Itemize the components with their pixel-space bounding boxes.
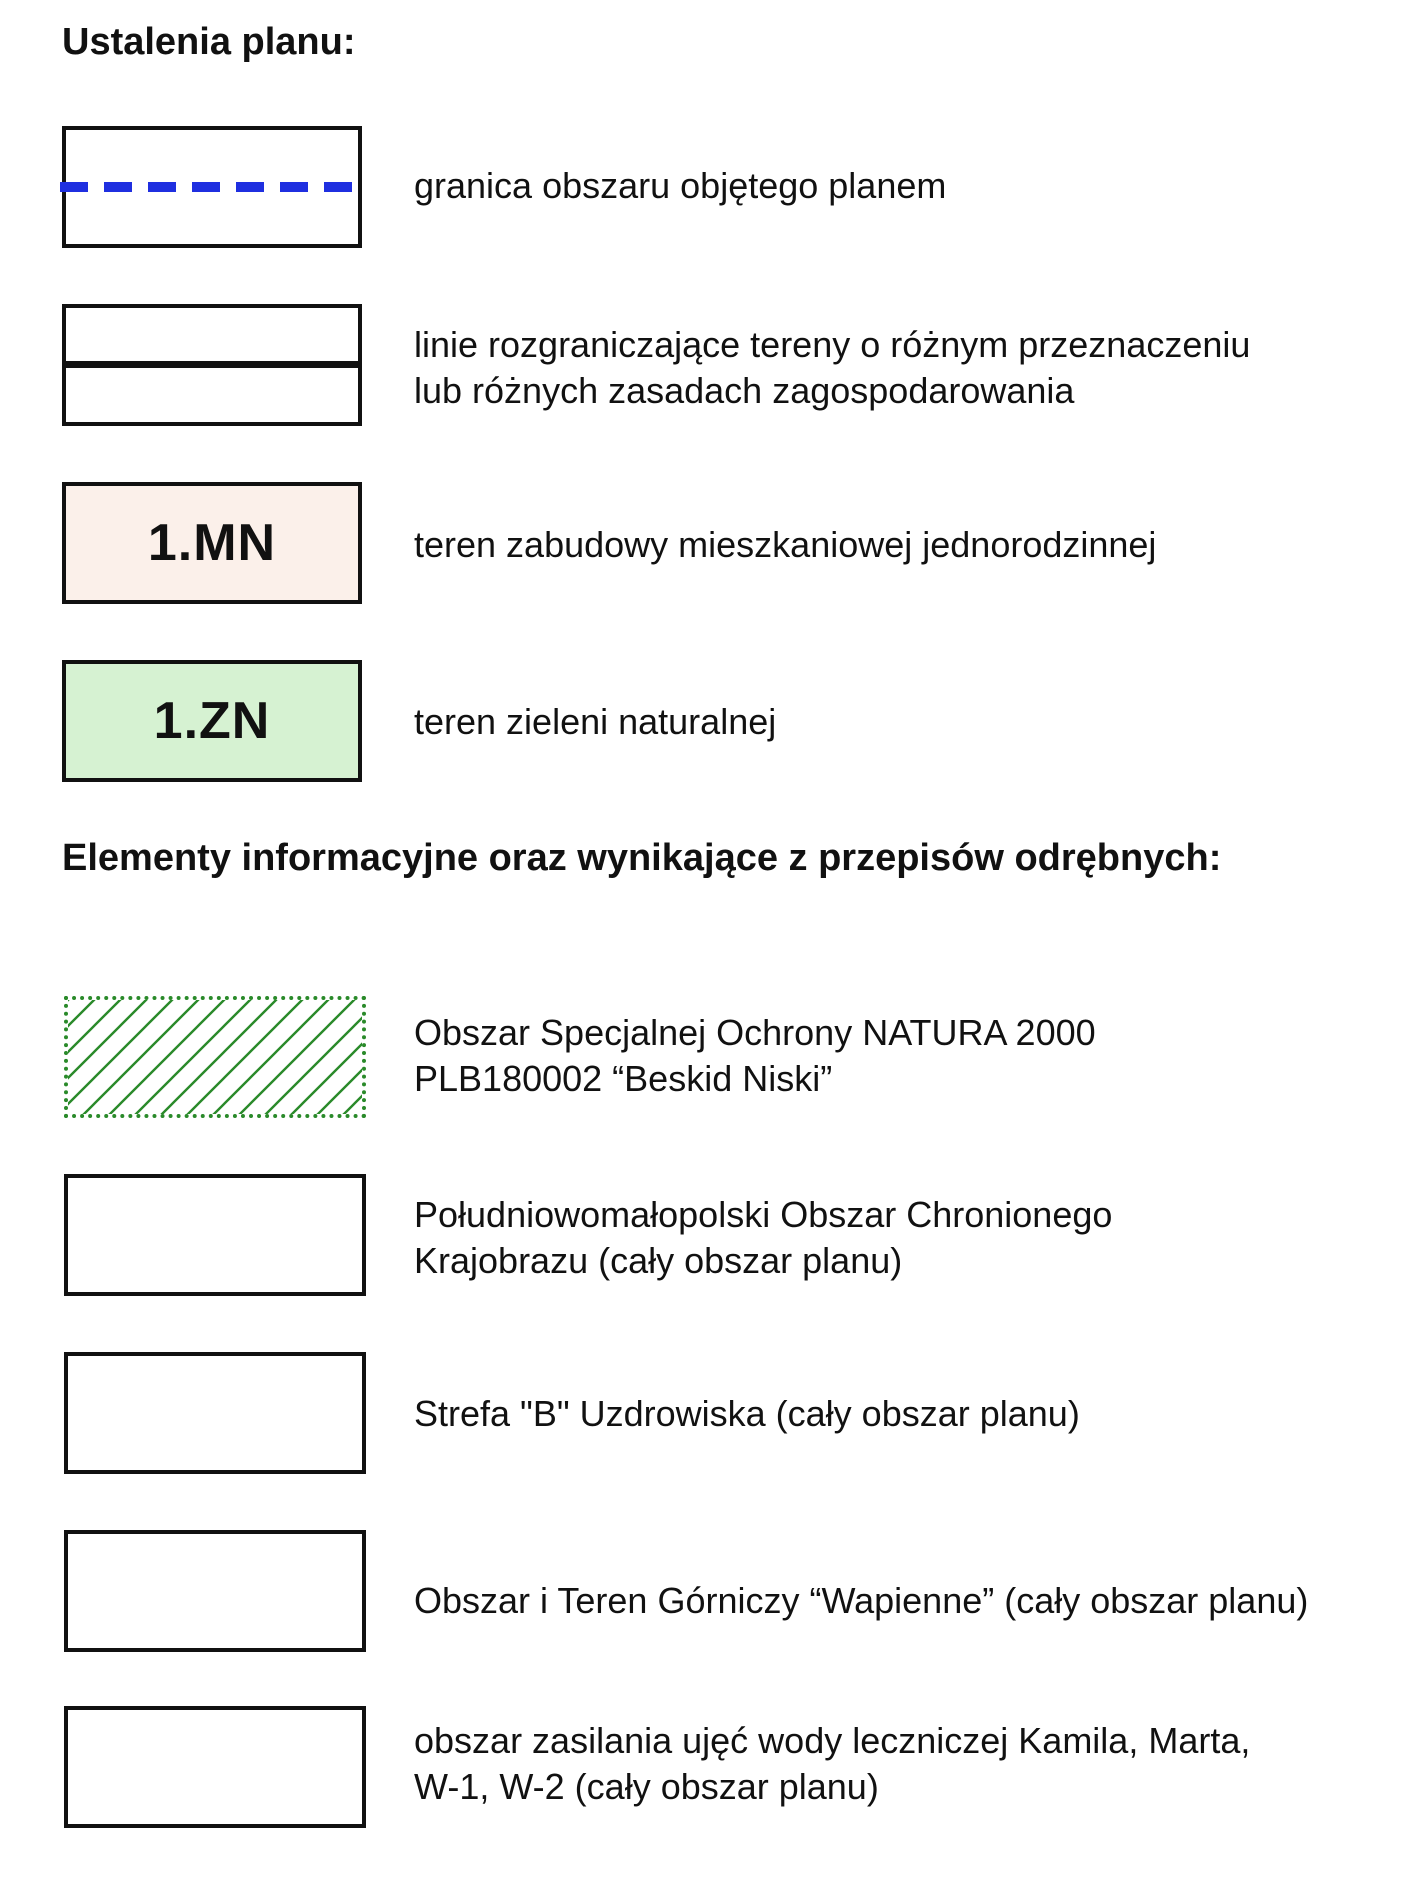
blue-dashed-line-icon [60,182,364,192]
section-heading-plan: Ustalenia planu: [62,21,356,63]
legend-description-spa-zone [414,1391,1080,1437]
description-line: teren zabudowy mieszkaniowej jednorodzinnej [414,524,1157,565]
legend-description-mining-area [414,1578,1308,1624]
description-line: teren zieleni naturalnej [414,701,777,742]
legend-symbol-natura [64,996,366,1118]
zone-code-label: 1.ZN [153,692,271,750]
legend-symbol-plan-boundary [62,126,362,248]
description-line: granica obszaru objętego planem [414,165,947,206]
legend-description-dividing-lines [414,322,1250,414]
description-line: Obszar i Teren Górniczy “Wapienne” (cały obszar planu) [414,1580,1309,1621]
legend-description-mn [414,522,1156,568]
green-hatch-icon [68,1000,362,1114]
description-line: W-1, W-2 (cały obszar planu) [414,1766,879,1807]
section-heading-informational: Elementy informacyjne oraz wynikające z przepisów odrębnych: [62,837,1222,879]
description-line: Południowomałopolski Obszar Chronionego [414,1194,1113,1235]
description-line: linie rozgraniczające tereny o różnym przeznaczeniu [414,324,1251,365]
description-line: Strefa "B" Uzdrowiska (cały obszar planu) [414,1393,1080,1434]
black-solid-line-icon [62,361,362,368]
description-line: Obszar Specjalnej Ochrony NATURA 2000 [414,1012,1096,1053]
legend-symbol-dividing-lines [62,304,362,426]
legend-symbol-landscape-area [64,1174,366,1296]
legend-description-water-intake [414,1718,1250,1810]
legend-description-landscape-area [414,1192,1112,1284]
description-line: PLB180002 “Beskid Niski” [414,1058,833,1099]
zone-code-label: 1.MN [147,514,277,572]
legend-description-natura [414,1010,1096,1102]
legend-symbol-mn [62,482,362,604]
legend-symbol-zn [62,660,362,782]
legend-symbol-mining-area [64,1530,366,1652]
description-line: lub różnych zasadach zagospodarowania [414,370,1075,411]
description-line: Krajobrazu (cały obszar planu) [414,1240,903,1281]
legend-symbol-water-intake [64,1706,366,1828]
legend-symbol-spa-zone [64,1352,366,1474]
description-line: obszar zasilania ujęć wody leczniczej Kamila, Marta, [414,1720,1251,1761]
legend-description-zn [414,699,776,745]
legend-description-plan-boundary [414,163,946,209]
